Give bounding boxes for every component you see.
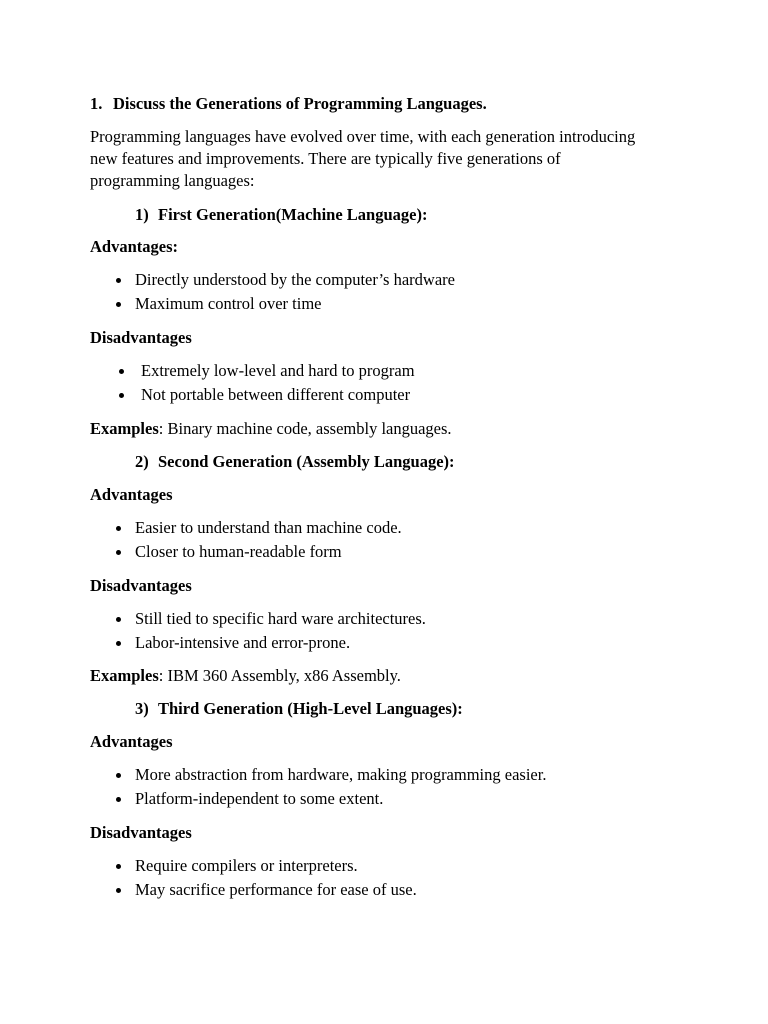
examples-label: Examples [90,419,159,438]
generation-heading [135,451,455,473]
disadvantages-label: Disadvantages [90,328,192,347]
bullet-icon [116,526,121,531]
bullet-icon [116,773,121,778]
advantages-label: Advantages [90,732,173,751]
list-item-text: Closer to human-readable form [135,542,342,561]
generation-heading [135,204,427,226]
list-item [90,517,402,541]
list-item-text: Maximum control over time [135,294,322,313]
disadvantages-label: Disadvantages [90,576,192,595]
list-item-text: Extremely low-level and hard to program [141,361,415,380]
list-item [90,608,426,632]
intro-paragraph [90,126,690,192]
disadvantages-list [90,360,415,408]
advantages-label: Advantages [90,485,173,504]
bullet-icon [119,393,124,398]
bullet-icon [116,888,121,893]
generation-number: 2) [135,452,149,471]
intro-line: Programming languages have evolved over time, with each generation introducing [90,127,636,146]
bullet-icon [116,864,121,869]
list-item-text: May sacrifice performance for ease of use. [135,880,417,899]
intro-line: new features and improvements. There are typically five generations of [90,149,561,168]
generation-number: 1) [135,205,149,224]
disadvantages-list [90,855,417,903]
list-item [90,764,546,788]
list-item-text: Require compilers or interpreters. [135,856,358,875]
disadvantages-list [90,608,426,656]
examples-text: : Binary machine code, assembly languages. [158,419,452,438]
advantages-list [90,269,455,317]
list-item [90,269,455,293]
examples-text: : IBM 360 Assembly, x86 Assembly. [158,666,401,685]
list-item-text: Easier to understand than machine code. [135,518,402,537]
heading-number: 1. [90,94,103,113]
list-item-text: Platform-independent to some extent. [135,789,384,808]
list-item-text: More abstraction from hardware, making programming easier. [135,765,547,784]
generation-heading [135,698,463,720]
advantages-list [90,517,402,565]
advantages-list [90,764,546,812]
bullet-icon [116,278,121,283]
generation-title: Second Generation (Assembly Language): [158,452,455,471]
advantages-label: Advantages: [90,237,179,256]
list-item-text: Not portable between different computer [141,385,411,404]
bullet-icon [116,550,121,555]
list-item [90,360,415,384]
generation-title: Third Generation (High-Level Languages): [158,699,463,718]
generation-title: First Generation(Machine Language): [158,205,428,224]
list-item [90,293,455,317]
bullet-icon [116,797,121,802]
list-item [90,632,426,656]
examples-label: Examples [90,666,159,685]
examples-line [90,665,401,687]
examples-line [90,418,452,440]
list-item [90,541,402,565]
generation-number: 3) [135,699,149,718]
list-item [90,879,417,903]
list-item [90,384,415,408]
heading-text: Discuss the Generations of Programming Languages. [113,94,487,113]
question-heading [90,93,487,115]
list-item [90,788,546,812]
bullet-icon [119,369,124,374]
disadvantages-label: Disadvantages [90,823,192,842]
bullet-icon [116,302,121,307]
bullet-icon [116,641,121,646]
intro-line: programming languages: [90,171,255,190]
list-item-text: Labor-intensive and error-prone. [135,633,351,652]
list-item-text: Still tied to specific hard ware architectures. [135,609,426,628]
bullet-icon [116,617,121,622]
list-item-text: Directly understood by the computer’s hardware [135,270,455,289]
list-item [90,855,417,879]
